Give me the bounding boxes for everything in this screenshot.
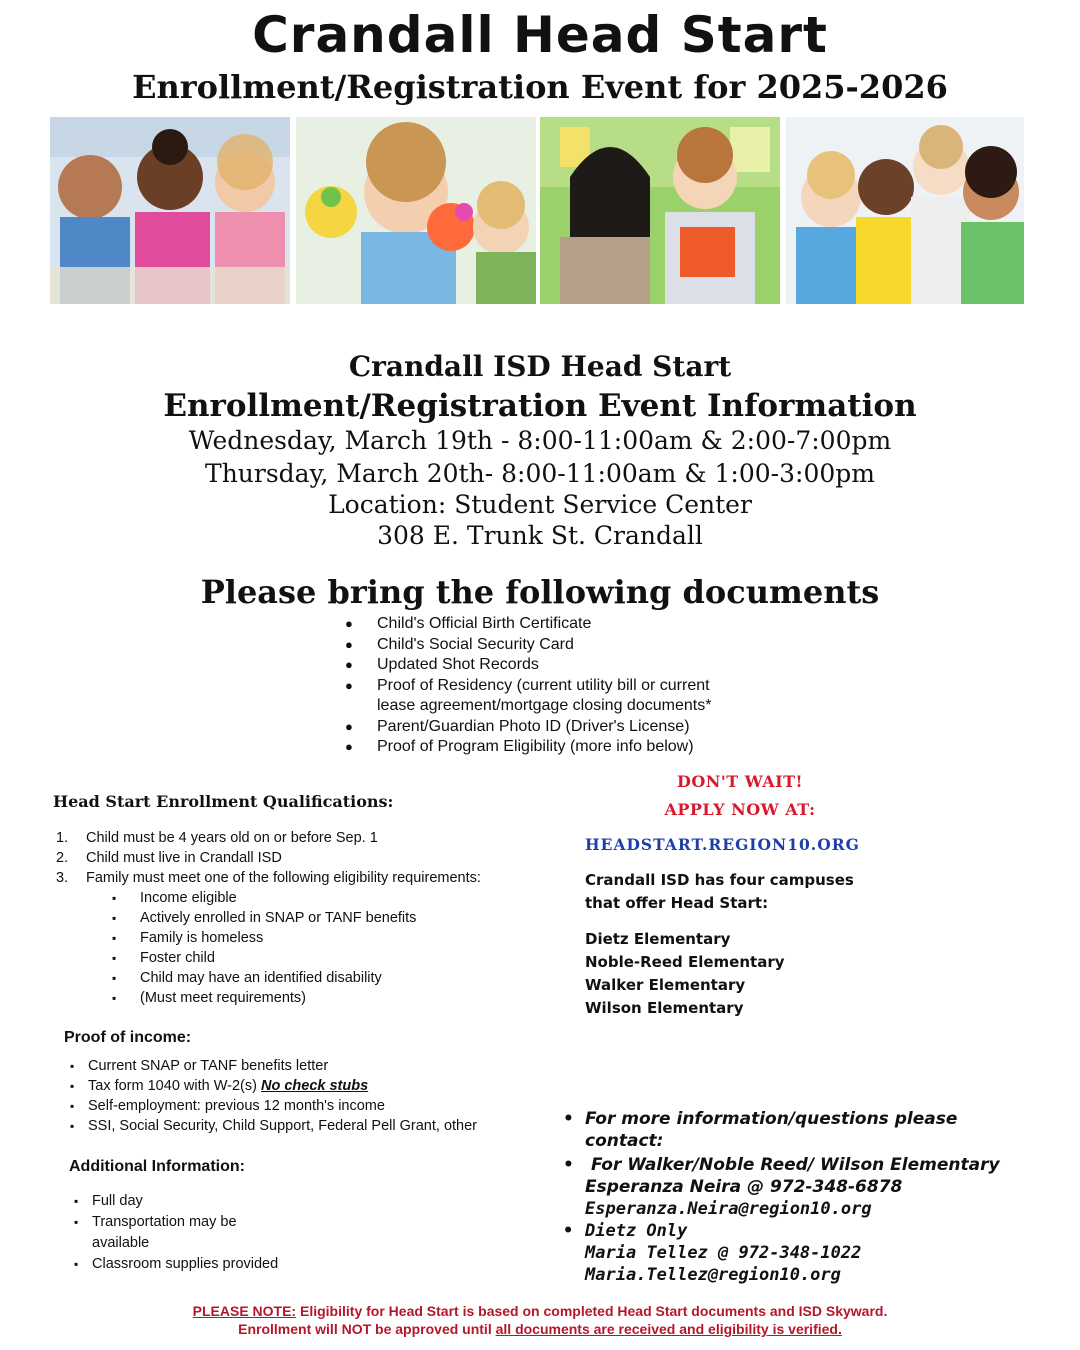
document-item: ● Parent/Guardian Photo ID (Driver's License) bbox=[345, 717, 711, 738]
footer-note-line1 bbox=[0, 1302, 1080, 1320]
qualification-number: 2. bbox=[56, 850, 69, 866]
isd-heading: Crandall ISD Head Start bbox=[348, 350, 732, 383]
photo-children-drawing bbox=[50, 117, 290, 304]
contacts-block bbox=[563, 1108, 1065, 1286]
contact-group-text: Dietz Only bbox=[585, 1221, 688, 1241]
qualification-item bbox=[56, 868, 481, 1008]
qualification-number: 3. bbox=[56, 870, 69, 886]
additional-list bbox=[70, 1191, 278, 1275]
footer-note bbox=[0, 1302, 1080, 1338]
photo-painted-hands bbox=[296, 117, 536, 304]
campuses-list bbox=[585, 928, 785, 1020]
contact-intro bbox=[563, 1108, 1065, 1130]
campus-item: Noble-Reed Elementary bbox=[585, 953, 785, 971]
income-item-text: Tax form 1040 with W-2(s) bbox=[88, 1078, 257, 1094]
income-item bbox=[66, 1076, 477, 1096]
campus-item: Walker Elementary bbox=[585, 976, 746, 994]
apply-now-text: APPLY NOW AT: bbox=[664, 800, 816, 819]
contact-group-text: For Walker/Noble Reed/ Wilson Elementary bbox=[591, 1155, 1000, 1175]
qualification-text: Family must meet one of the following eligibility requirements: bbox=[86, 870, 481, 886]
contact-neira-phone: Esperanza Neira @ 972-348-6878 bbox=[585, 1177, 903, 1197]
contact-group-dietz bbox=[563, 1220, 1065, 1242]
additional-item-continued bbox=[70, 1233, 278, 1254]
page-subtitle: Enrollment/Registration Event for 2025-2026 bbox=[132, 68, 948, 106]
qualification-number: 1. bbox=[56, 830, 69, 846]
eligibility-item: ▪ (Must meet requirements) bbox=[140, 988, 481, 1008]
dont-wait-text: DON'T WAIT! bbox=[676, 772, 804, 791]
qualification-text: Child must live in Crandall ISD bbox=[86, 850, 282, 866]
contact-intro-line2: contact: bbox=[585, 1131, 664, 1151]
document-item: ● Proof of Program Eligibility (more info below) bbox=[345, 737, 711, 758]
document-item-continued bbox=[345, 696, 711, 717]
documents-heading: Please bring the following documents bbox=[200, 573, 880, 611]
additional-item: ▪ Full day bbox=[70, 1191, 278, 1212]
income-item: ▪ Current SNAP or TANF benefits letter bbox=[66, 1056, 477, 1076]
eligibility-item: ▪ Child may have an identified disability bbox=[140, 968, 481, 988]
campus-item: Wilson Elementary bbox=[585, 999, 744, 1017]
additional-item: ▪ Transportation may be bbox=[70, 1212, 278, 1233]
photo-reading-book bbox=[540, 117, 780, 304]
document-item: ● Child's Social Security Card bbox=[345, 635, 711, 656]
income-heading: Proof of income: bbox=[64, 1029, 192, 1046]
event-address: 308 E. Trunk St. Crandall bbox=[377, 521, 703, 550]
eligibility-item: ▪ Income eligible bbox=[140, 888, 481, 908]
event-date-wednesday: Wednesday, March 19th - 8:00-11:00am & 2:00-7:00pm bbox=[188, 426, 892, 455]
apply-url-link[interactable]: HEADSTART.REGION10.ORG bbox=[585, 835, 860, 854]
photo-hugging-kids bbox=[786, 117, 1024, 304]
income-item: ▪ Self-employment: previous 12 month's income bbox=[66, 1096, 477, 1116]
event-date-thursday: Thursday, March 20th- 8:00-11:00am & 1:00-3:00pm bbox=[205, 459, 875, 488]
event-info-heading: Enrollment/Registration Event Information bbox=[163, 388, 917, 424]
campus-item: Dietz Elementary bbox=[585, 930, 731, 948]
income-item: ▪ SSI, Social Security, Child Support, Federal Pell Grant, other bbox=[66, 1116, 477, 1136]
please-note-label: PLEASE NOTE: bbox=[192, 1303, 297, 1319]
contact-tellez-phone: Maria Tellez @ 972-348-1022 bbox=[585, 1243, 862, 1263]
bullet-icon: • bbox=[563, 1155, 574, 1175]
qualifications-heading: Head Start Enrollment Qualifications: bbox=[53, 792, 394, 811]
photo-strip bbox=[50, 117, 1024, 304]
documents-list bbox=[345, 614, 711, 758]
contact-group-walker bbox=[563, 1154, 1065, 1176]
eligibility-item: ▪ Actively enrolled in SNAP or TANF benefits bbox=[140, 908, 481, 928]
footer-note-line2 bbox=[0, 1320, 1080, 1338]
footer-note-text: Enrollment will NOT be approved until bbox=[238, 1321, 496, 1337]
contact-tellez-email[interactable]: Maria.Tellez@region10.org bbox=[585, 1265, 841, 1285]
qualification-text: Child must be 4 years old on or before Sep. 1 bbox=[86, 830, 378, 846]
qualifications-list bbox=[56, 828, 481, 1008]
document-item-continued-text: lease agreement/mortgage closing documents* bbox=[377, 697, 712, 714]
campuses-intro-line: Crandall ISD has four campuses bbox=[585, 871, 854, 889]
contact-neira-email[interactable]: Esperanza.Neira@region10.org bbox=[585, 1199, 872, 1219]
additional-heading: Additional Information: bbox=[69, 1158, 245, 1175]
page-title: Crandall Head Start bbox=[252, 6, 828, 64]
income-list bbox=[66, 1056, 477, 1136]
campuses-intro bbox=[585, 869, 854, 915]
bullet-icon: • bbox=[563, 1221, 574, 1241]
eligibility-item: ▪ Foster child bbox=[140, 948, 481, 968]
event-location: Location: Student Service Center bbox=[328, 490, 752, 519]
eligibility-item: ▪ Family is homeless bbox=[140, 928, 481, 948]
document-item: ● Child's Official Birth Certificate bbox=[345, 614, 711, 635]
campuses-intro-line: that offer Head Start: bbox=[585, 894, 769, 912]
footer-note-emphasis: all documents are received and eligibility is verified. bbox=[495, 1321, 842, 1337]
no-check-stubs-note: No check stubs bbox=[260, 1078, 369, 1094]
eligibility-list bbox=[56, 888, 481, 1008]
footer-note-text: Eligibility for Head Start is based on completed Head Start documents and ISD Skyward. bbox=[296, 1303, 888, 1319]
additional-item: ▪ Classroom supplies provided bbox=[70, 1254, 278, 1275]
bullet-icon: • bbox=[563, 1109, 574, 1129]
additional-item-continued-text: available bbox=[92, 1235, 150, 1251]
contact-intro-text: For more information/questions please bbox=[585, 1109, 958, 1129]
document-item: ● Proof of Residency (current utility bill or current bbox=[345, 676, 711, 697]
qualification-item bbox=[56, 828, 481, 848]
qualification-item bbox=[56, 848, 481, 868]
document-item: ● Updated Shot Records bbox=[345, 655, 711, 676]
